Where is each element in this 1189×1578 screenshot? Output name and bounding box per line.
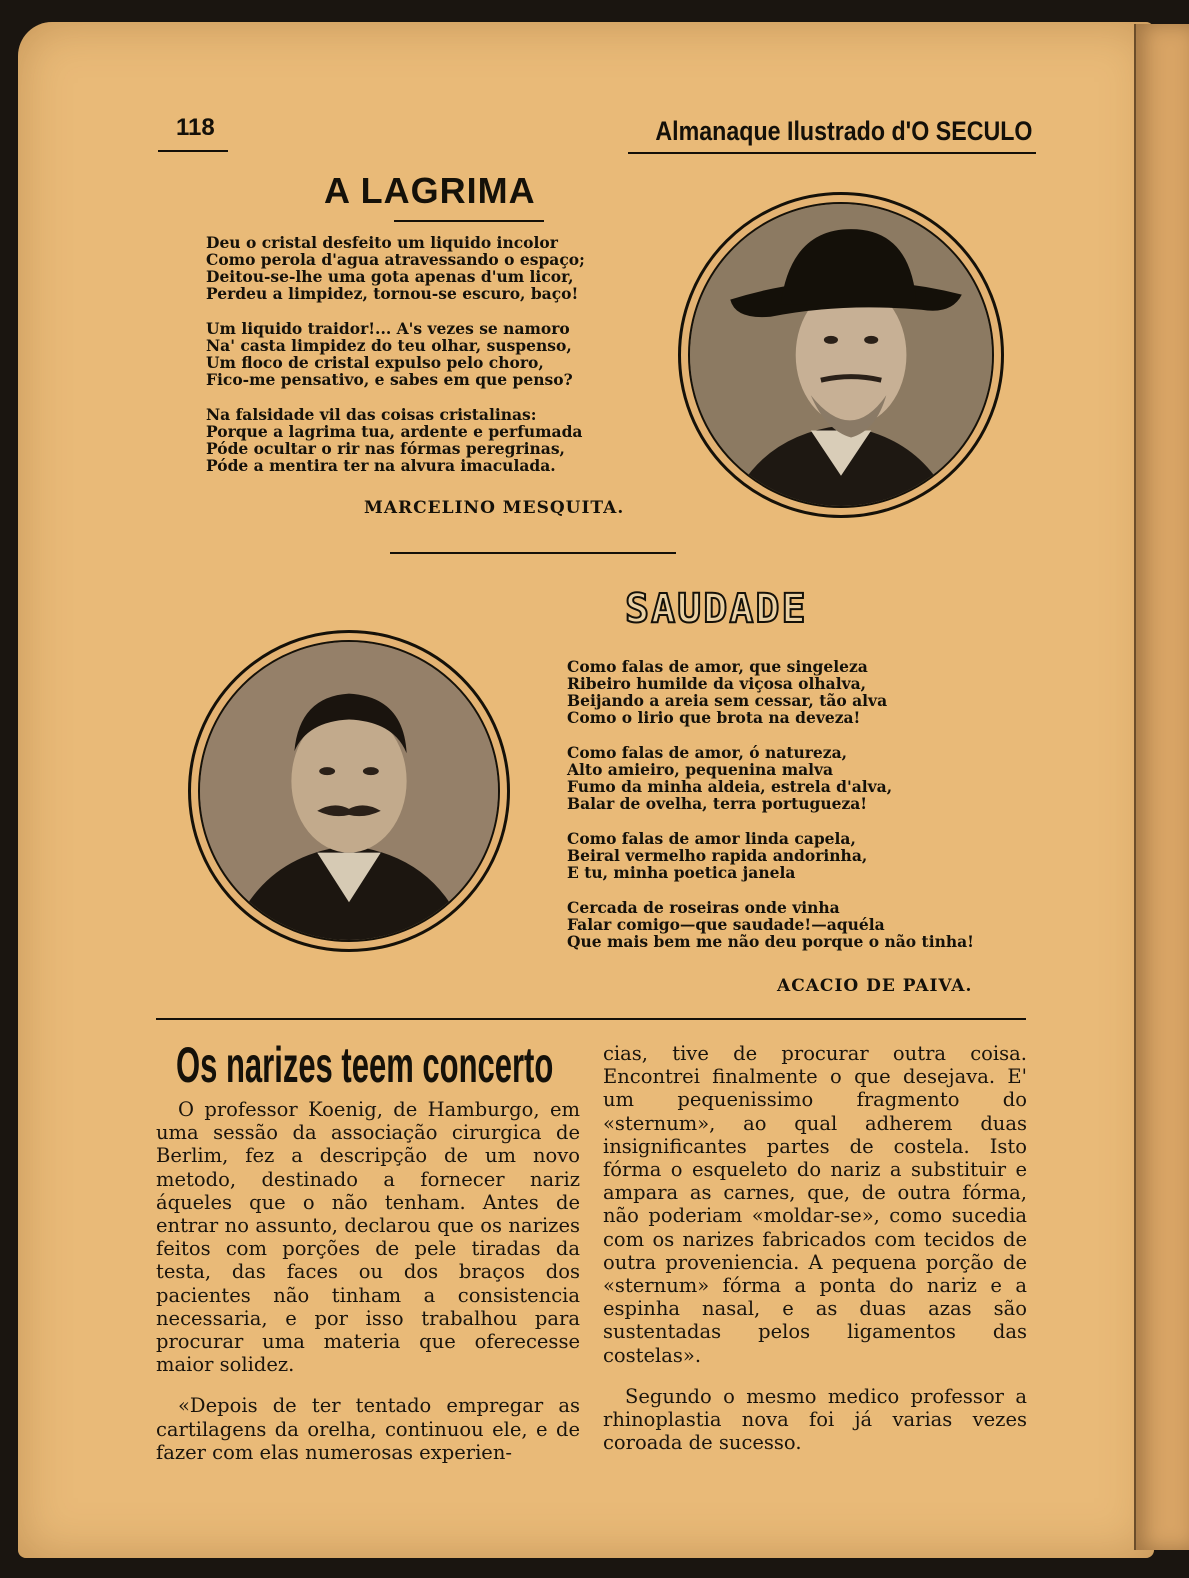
- title-rule: [394, 220, 544, 222]
- verse-line: Cercada de roseiras onde vinha: [567, 898, 840, 917]
- verse-line: Porque a lagrima tua, ardente e perfumada: [206, 422, 583, 441]
- verse-line: Como o lirio que brota na deveza!: [567, 708, 861, 727]
- header-rule: [628, 152, 1036, 154]
- verse-line: Como falas de amor, que singeleza: [567, 657, 868, 676]
- stanza: [567, 899, 1007, 950]
- verse-line: Como falas de amor, ó natureza,: [567, 743, 848, 762]
- verse-line: Um floco de cristal expulso pelo choro,: [206, 353, 544, 372]
- verse-line: Beijando a areia sem cessar, tão alva: [567, 691, 888, 710]
- article-title: Os narizes teem concerto: [176, 1037, 554, 1093]
- verse-line: Deu o cristal desfeito um liquido incolor: [206, 233, 558, 252]
- portrait-photo-man-with-moustache: [200, 642, 498, 940]
- section-divider: [156, 1018, 1026, 1020]
- verse-line: Póde ocultar o rir nas fórmas peregrinas,: [206, 439, 565, 458]
- verse-line: Na falsidade vil das coisas cristalinas:: [206, 405, 537, 424]
- verse-line: Na' casta limpidez do teu olhar, suspenso,: [206, 336, 572, 355]
- poem-a-lagrima: [206, 170, 626, 518]
- verse-line: Fico-me pensativo, e sabes em que penso?: [206, 370, 573, 389]
- page-number: 118: [176, 114, 215, 141]
- poem-author: MARCELINO MESQUITA.: [364, 498, 625, 518]
- section-divider: [390, 552, 676, 554]
- verse-line: E tu, minha poetica janela: [567, 863, 796, 882]
- poem-title: A LAGRIMA: [324, 170, 536, 211]
- poem-saudade: [567, 586, 1007, 996]
- article-paragraph: O professor Koenig, de Hamburgo, em uma sessão da associação cirurgica de Berlim, fez a descripção de um novo metodo, destinado a fornecer nariz áqueles que o não tenham. Antes de entrar no assunto, declarou que os narizes feitos com porções de pele tiradas da testa, das faces ou dos braços dos pacientes não tinham a consistencia necessaria, e por isso trabalhou para procurar uma materia que oferecesse maior solidez.: [156, 1098, 580, 1377]
- verse-line: Ribeiro humilde da viçosa olhalva,: [567, 674, 867, 693]
- article-column-left: [156, 1098, 580, 1464]
- verse-line: Alto amieiro, pequenina malva: [567, 760, 834, 779]
- article-paragraph: «Depois de ter tentado empregar as cartilagens da orelha, continuou ele, e de fazer com elas numerosas experien-: [156, 1394, 580, 1464]
- verse-line: Que mais bem me não deu porque o não tinha!: [567, 932, 974, 951]
- article-column-right: [603, 1042, 1027, 1454]
- stanza: [206, 320, 626, 388]
- stanza: [206, 234, 626, 302]
- verse-line: Perdeu a limpidez, tornou-se escuro, baço!: [206, 284, 579, 303]
- poem-author: ACACIO DE PAIVA.: [777, 976, 973, 996]
- article-paragraph: cias, tive de procurar outra coisa. Encontrei finalmente o que desejava. E' um pequenissimo fragmento do «sternum», ao qual adherem duas insignificantes partes de costela. Isto fórma o esqueleto do nariz a substituir e ampara as carnes, que, de outra fórma, não poderiam «moldar-se», como sucedia com os narizes fabricados com tecidos de outra proveniencia. A pequena porção de «sternum» fórma a ponta do nariz e a espinha nasal, e as duas azas são sustentadas pelos ligamentos das costelas».: [603, 1042, 1027, 1367]
- verse-line: Falar comigo—que saudade!—aquéla: [567, 915, 885, 934]
- verse-line: Um liquido traidor!... A's vezes se namoro: [206, 319, 570, 338]
- portrait-acacio-de-paiva: [188, 630, 510, 952]
- verse-line: Como falas de amor linda capela,: [567, 829, 856, 848]
- portrait-marcelino-mesquita: [678, 192, 1004, 518]
- verse-line: Beiral vermelho rapida andorinha,: [567, 846, 868, 865]
- portrait-photo-man-with-hat: [690, 204, 992, 506]
- stanza: [567, 658, 1007, 726]
- article-paragraph: Segundo o mesmo medico professor a rhinoplastia nova foi já varias vezes coroada de sucesso.: [603, 1384, 1027, 1455]
- page-number-rule: [158, 150, 228, 152]
- verse-line: Como perola d'agua atravessando o espaço;: [206, 250, 585, 269]
- running-header: [158, 114, 1038, 156]
- stanza: [206, 406, 626, 474]
- verse-line: Deitou-se-lhe uma gota apenas d'um licor,: [206, 267, 574, 286]
- publication-title: Almanaque Ilustrado d'O SECULO: [654, 116, 1032, 146]
- verse-line: Balar de ovelha, terra portugueza!: [567, 794, 868, 813]
- stanza: [567, 744, 1007, 812]
- verse-line: Póde a mentira ter na alvura imaculada.: [206, 456, 556, 475]
- verse-line: Fumo da minha aldeia, estrela d'alva,: [567, 777, 893, 796]
- stanza: [567, 830, 1007, 881]
- adjacent-page-edge: [1134, 24, 1189, 1550]
- poem-title: SAUDADE: [625, 586, 808, 632]
